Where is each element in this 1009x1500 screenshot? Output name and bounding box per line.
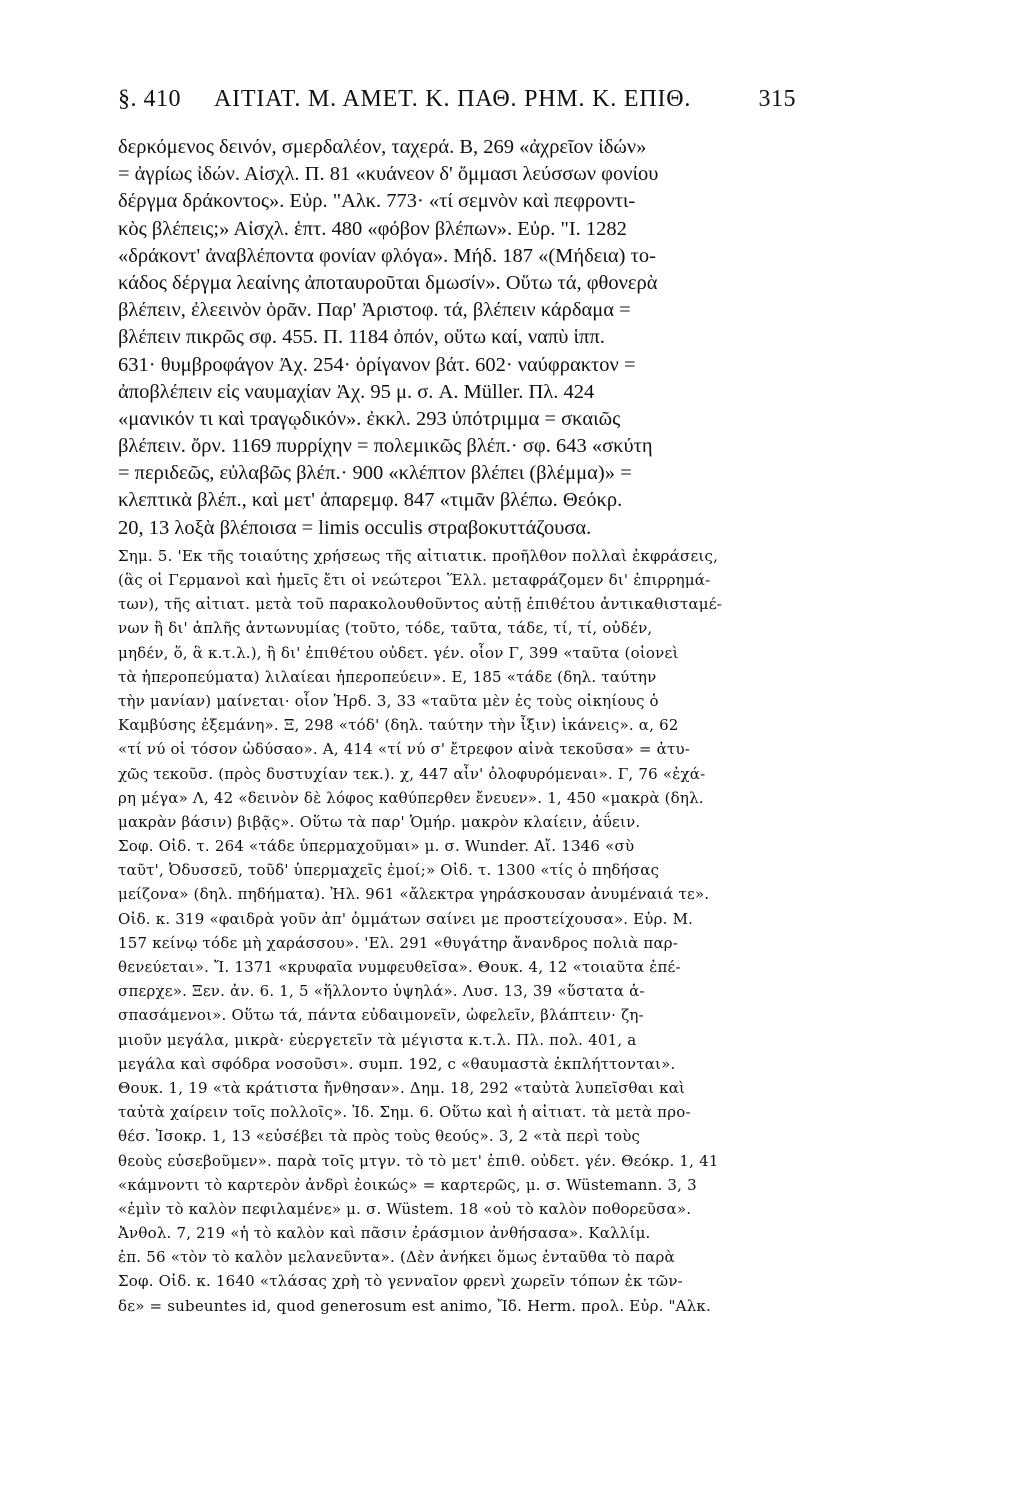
text-line: «δράκοντ' ἀναβλέποντα φονίαν φλόγα». Μήδ. 187 «(Μήδεια) το-	[118, 244, 656, 267]
note-line: θενεύεται». Ἴ. 1371 «κρυφαῖα νυμφευθεῖσα». Θουκ. 4, 12 «τοιαῦτα ἐπέ-	[118, 958, 681, 976]
note-line: Θουκ. 1, 19 «τὰ κράτιστα ἤνθησαν». Δημ. 18, 292 «ταὐτὰ λυπεῖσθαι καὶ	[118, 1078, 686, 1097]
note-line: ἐπ. 56 «τὸν τὸ καλὸν μελανεῦντα». (Δὲν ἀνήκει ὅμως ἐνταῦθα τὸ παρὰ	[118, 1248, 675, 1267]
note-line: Καμβύσης ἐξεμάνη». Ξ, 298 «τόδ' (δηλ. ταύτην τὴν ἶξιν) ἱκάνεις». α, 62	[118, 716, 679, 735]
note-line: Οἰδ. κ. 319 «φαιδρὰ γοῦν ἀπ' ὀμμάτων σαίνει με προστείχουσα». Εὐρ. Μ.	[118, 909, 694, 928]
note-line: νων ἢ δι' ἁπλῆς ἀντωνυμίας (τοῦτο, τόδε, ταῦτα, τάδε, τί, τί, οὐδέν,	[118, 619, 653, 638]
note-line: Σημ. 5. 'Εκ τῆς τοιαύτης χρήσεως τῆς αἰτιατικ. προῆλθον πολλαὶ ἐκφράσεις,	[118, 546, 719, 565]
page	[118, 86, 796, 1318]
page-number: 315	[758, 86, 796, 112]
text-line: κάδος δέργμα λεαίνης ἀποταυροῦται δμωσίν». Οὕτω τά, φθονερὰ	[118, 271, 658, 294]
text-line: βλέπειν πικρῶς σφ. 455. Π. 1184 ὀπόν, οὕτω καί, ναπὺ ἱππ.	[118, 326, 605, 349]
note-line: σπερχε». Ξεν. ἀν. 6. 1, 5 «ἥλλοντο ὑψηλά». Λυσ. 13, 39 «ὕστατα ἀ-	[118, 982, 645, 1001]
text-line: «μανικόν τι καὶ τραγῳδικόν». ἐκκλ. 293 ὑπότριμμα = σκαιῶς	[118, 407, 621, 430]
note-line: χῶς τεκοῦσ. (πρὸς δυστυχίαν τεκ.). χ, 447 αἶν' ὀλοφυρόμεναι». Γ, 76 «ἐχά-	[118, 764, 706, 783]
footnote-text	[118, 544, 796, 1318]
note-line: θέσ. Ἰσοκρ. 1, 13 «εὐσέβει τὰ πρὸς τοὺς θεούς». 3, 2 «τὰ περὶ τοὺς	[118, 1127, 641, 1146]
note-line: 157 κείνῳ τόδε μὴ χαράσσου». 'Ελ. 291 «θυγάτηρ ἄνανδρος πολιὰ παρ-	[118, 933, 679, 952]
text-line: ἀποβλέπειν εἰς ναυμαχίαν Ἀχ. 95 μ. σ. A. Müller. Πλ. 424	[118, 380, 595, 403]
note-line: μηδέν, ὅ, ἃ κ.τ.λ.), ἢ δι' ἐπιθέτου οὐδετ. γέν. οἷον Γ, 399 «ταῦτα (οἱονεὶ	[118, 643, 679, 662]
note-line: ταῦτ', Ὀδυσσεῦ, τοῦδ' ὑπερμαχεῖς ἐμοί;» Οἰδ. τ. 1300 «τίς ὁ πηδήσας	[118, 861, 660, 880]
text-line: δέργμα δράκοντος». Εὐρ. "Αλκ. 773· «τί σεμνὸν καὶ πεφροντι-	[118, 190, 636, 213]
running-title: ΑΙΤΙΑΤ. Μ. ΑΜΕΤ. Κ. ΠΑΘ. ΡΗΜ. Κ. ΕΠΙΘ.	[214, 86, 692, 112]
note-line: τὴν μανίαν) μαίνεται· οἷον Ἡρδ. 3, 33 «ταῦτα μὲν ἐς τοὺς οἰκηίους ὁ	[118, 691, 659, 710]
note-line: ταὐτὰ χαίρειν τοῖς πολλοῖς». Ἰδ. Σημ. 6. Οὕτω καὶ ἡ αἰτιατ. τὰ μετὰ προ-	[118, 1103, 691, 1122]
text-line: 20, 13 λοξὰ βλέποισα = limis occulis στραβοκυττάζουσα.	[118, 516, 592, 539]
note-line: «ἐμὶν τὸ καλὸν πεφιλαμένε» μ. σ. Wüstem. 18 «οὐ τὸ καλὸν ποθορεῦσα».	[118, 1199, 692, 1218]
text-line: βλέπειν, ἐλεεινὸν ὁρᾶν. Παρ' Ἀριστοφ. τά, βλέπειν κάρδαμα =	[118, 299, 631, 322]
text-line: κλεπτικὰ βλέπ., καὶ μετ' ἀπαρεμφ. 847 «τιμᾶν βλέπω. Θεόκρ.	[118, 489, 623, 512]
note-line: «κάμνοντι τὸ καρτερὸν ἀνδρὶ ἐοικώς» = καρτερῶς, μ. σ. Wüstemann. 3, 3	[118, 1175, 697, 1194]
section-number: §. 410	[118, 86, 181, 112]
note-line: δε» = subeuntes id, quod generosum est animo, Ἴδ. Herm. προλ. Εὐρ. "Αλκ.	[118, 1296, 711, 1315]
note-line: Σοφ. Οἰδ. κ. 1640 «τλάσας χρὴ τὸ γενναῖον φρενὶ χωρεῖν τόπων ἐκ τῶν-	[118, 1272, 683, 1291]
text-line: = περιδεῶς, εὐλαβῶς βλέπ.· 900 «κλέπτον βλέπει (βλέμμα)» =	[118, 462, 632, 485]
note-line: Σοφ. Οἰδ. τ. 264 «τάδε ὑπερμαχοῦμαι» μ. σ. Wunder. Αἴ. 1346 «σὺ	[118, 837, 635, 856]
note-line: των), τῆς αἰτιατ. μετὰ τοῦ παρακολουθοῦντος αὐτῇ ἐπιθέτου ἀντικαθισταμέ-	[118, 595, 722, 614]
note-line: θεοὺς εὐσεβοῦμεν». παρὰ τοῖς μτγν. τὸ τὸ μετ' ἐπιθ. οὐδετ. γέν. Θεόκρ. 1, 41	[118, 1151, 719, 1170]
note-line: μεγάλα καὶ σφόδρα νοσοῦσι». συμπ. 192, c «θαυμαστὰ ἐκπλήττονται».	[118, 1054, 676, 1073]
note-line: (ἃς οἱ Γερμανοὶ καὶ ἡμεῖς ἔτι οἱ νεώτεροι Ἕλλ. μεταφράζομεν δι' ἐπιρρημά-	[118, 571, 711, 589]
note-line: Ἀνθολ. 7, 219 «ἡ τὸ καλὸν καὶ πᾶσιν ἐράσμιον ἀνθήσασα». Καλλίμ.	[118, 1224, 651, 1243]
note-line: σπασάμενοι». Οὕτω τά, πάντα εὐδαιμονεῖν, ὠφελεῖν, βλάπτειν· ζη-	[118, 1006, 644, 1025]
note-line: τὰ ἠπεροπεύματα) λιλαίεαι ἠπεροπεύειν». Ε, 185 «τάδε (δηλ. ταύτην	[118, 667, 657, 686]
main-text	[118, 134, 796, 542]
text-line: = ἀγρίως ἰδών. Αἰσχλ. Π. 81 «κυάνεον δ' ὄμμασι λεύσσων φονίου	[118, 163, 659, 186]
text-line: δερκόμενος δεινόν, σμερδαλέον, ταχερά. Β, 269 «ἀχρεῖον ἰδών»	[118, 136, 647, 158]
running-head	[118, 86, 796, 126]
note-line: μακρὰν βάσιν) βιβᾷς». Οὕτω τὰ παρ' Ὁμήρ. μακρὸν κλαίειν, ἀΰειν.	[118, 812, 641, 831]
text-line: 631· θυμβροφάγον Ἀχ. 254· ὀρίγανον βάτ. 602· ναύφρακτον =	[118, 353, 636, 376]
note-line: ρη μέγα» Λ, 42 «δεινὸν δὲ λόφος καθύπερθεν ἔνευεν». 1, 450 «μακρὰ (δηλ.	[118, 788, 704, 807]
note-line: μείζονα» (δηλ. πηδήματα). Ἠλ. 961 «ἄλεκτρα γηράσκουσαν ἀνυμέναιά τε».	[118, 885, 710, 904]
text-line: κὸς βλέπεις;» Αἰσχλ. ἑπτ. 480 «φόβον βλέπων». Εὐρ. "Ι. 1282	[118, 217, 627, 240]
note-line: μιοῦν μεγάλα, μικρὰ· εὐεργετεῖν τὰ μέγιστα κ.τ.λ. Πλ. πολ. 401, a	[118, 1030, 637, 1049]
text-line: βλέπειν. ὄρν. 1169 πυρρίχην = πολεμικῶς βλέπ.· σφ. 643 «σκύτη	[118, 435, 653, 458]
note-line: «τί νύ οἱ τόσον ὠδύσαο». Α, 414 «τί νύ σ' ἔτρεφον αἰνὰ τεκοῦσα» = ἀτυ-	[118, 740, 691, 759]
